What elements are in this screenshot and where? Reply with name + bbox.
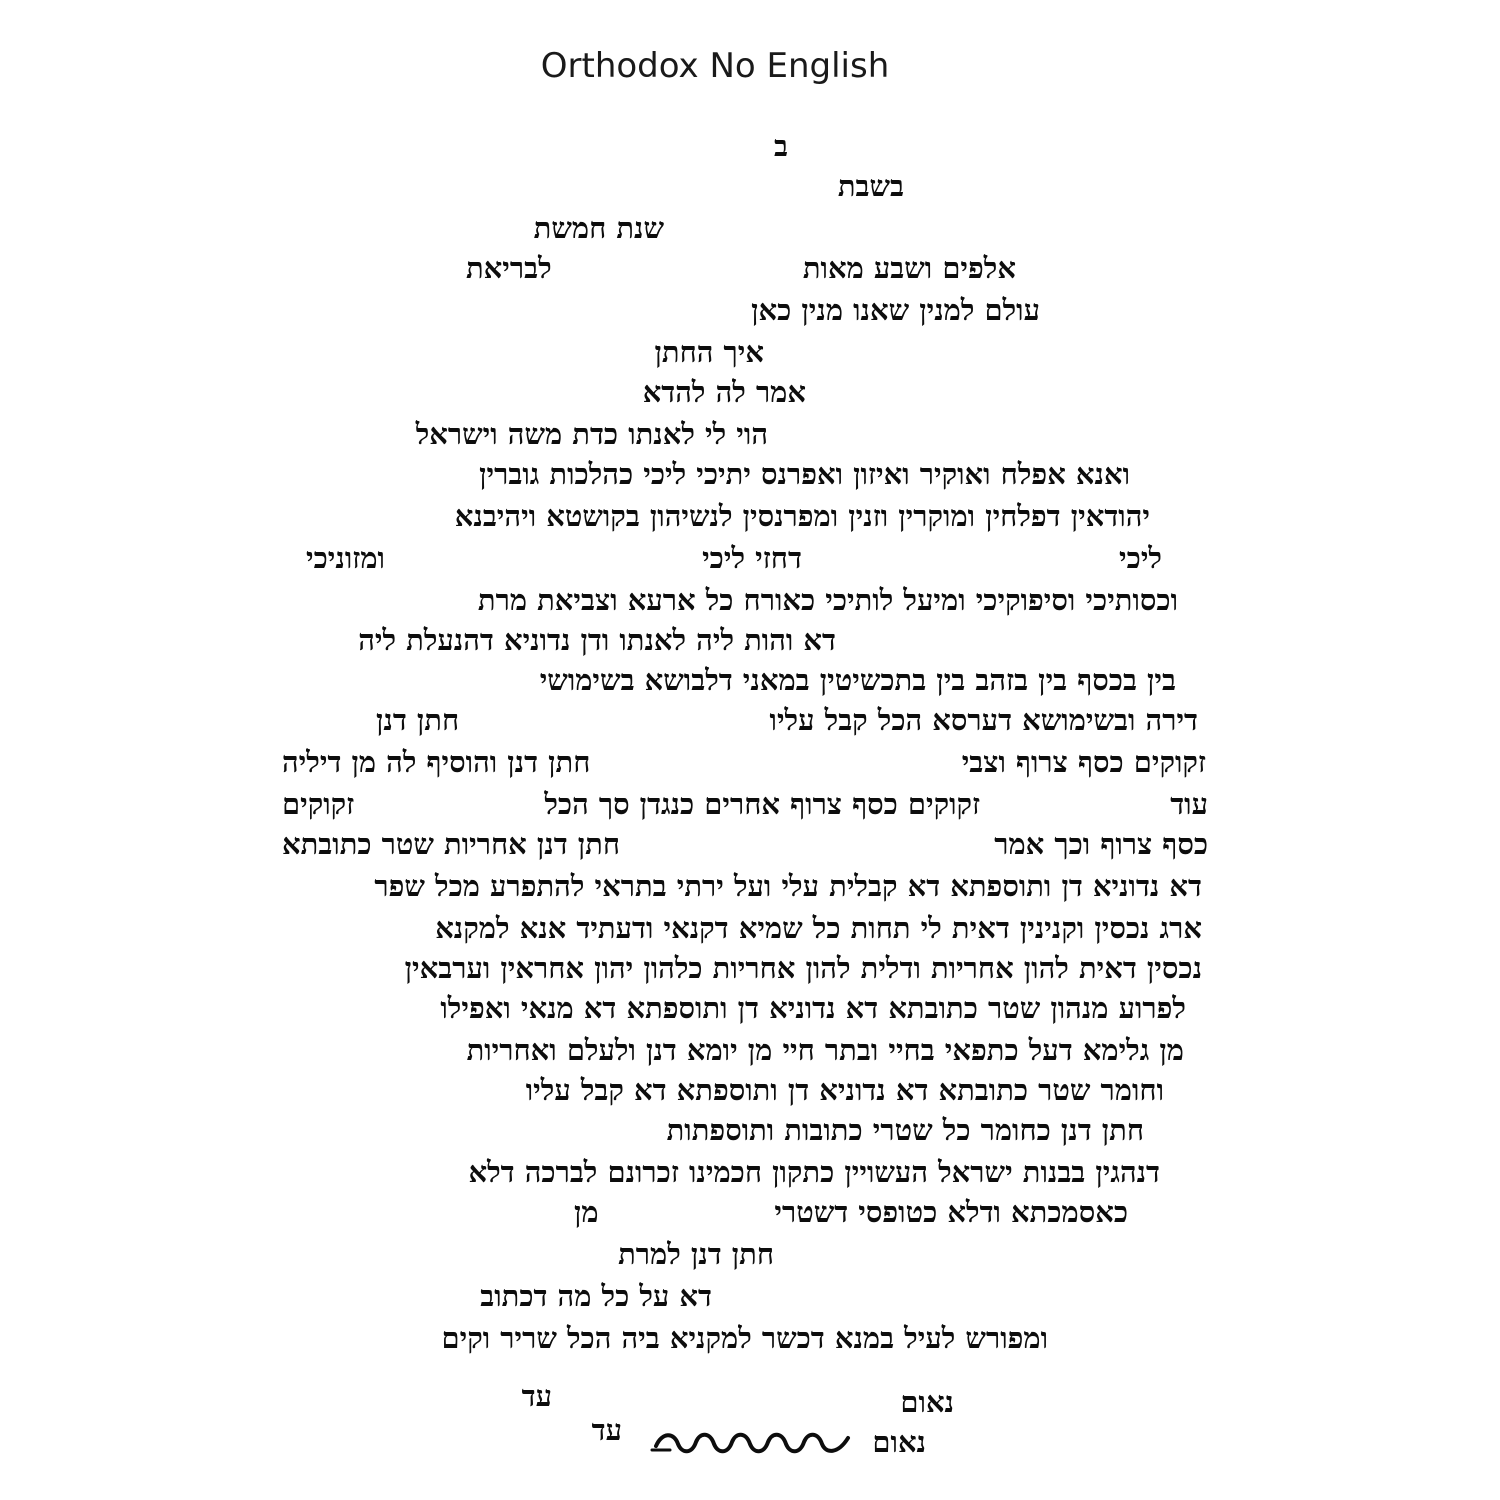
ketubah-line: ארג נכסין וקנינין דאית לי תחות כל שמיא דקנאי ודעתיד אנא למקנא [435, 911, 1202, 945]
ketubah-line: דא על כל מה דכתוב [480, 1279, 712, 1313]
line-segment: דירה ובשימושא דערסא הכל קבל עליו [769, 703, 1198, 737]
ketubah-line: איך החתן [654, 335, 764, 369]
line-segment: כסף צרוף וכך אמר [994, 827, 1208, 861]
line-segment: לבריאת [466, 251, 552, 285]
ketubah-line [282, 784, 1208, 824]
ketubah-line: עולם למנין שאנו מנין כאן [751, 293, 1040, 327]
ketubah-line: בין בכסף בין בזהב בין בתכשיטין במאני דלבושא בשימושי [539, 663, 1176, 697]
ketubah-line: יהודאין דפלחין ומוקרין וזנין ומפרנסין לנשיהון בקושטא ויהיבנא [454, 499, 1150, 533]
witness-role: עד [591, 1413, 622, 1447]
ketubah-line: ואנא אפלח ואוקיר ואיזון ואפרנס יתיכי ליכי כהלכות גוברין [479, 457, 1130, 491]
witness-label: נאום [872, 1425, 926, 1459]
ketubah-line: שנת חמשת [533, 211, 664, 245]
ketubah-line: וחומר שטר כתובתא דא נדוניא דן ותוספתא דא קבל עליו [525, 1073, 1164, 1107]
line-segment: אלפים ושבע מאות [802, 251, 1016, 285]
ketubah-line: ומפורש לעיל במנא דכשר למקניא ביה הכל שריר וקים [441, 1321, 1048, 1355]
decorative-flourish [648, 1420, 858, 1464]
opening-letter: ב [774, 129, 788, 163]
ketubah-line [282, 824, 1208, 864]
line-segment: חתן דנן והוסיף לה מן דיליה [282, 745, 591, 779]
ketubah-line: נכסין דאית להון אחריות ודלית להון אחריות כלהון יהון אחראין וערבאין [404, 951, 1202, 985]
ketubah-line [466, 248, 1016, 288]
ketubah-line: לפרוע מנהון שטר כתובתא דא נדוניא דן ותוספתא דא מנאי ואפילו [440, 991, 1186, 1025]
line-segment: עוד [1170, 787, 1208, 821]
ketubah-line: חתן דנן למרת [618, 1237, 774, 1271]
line-segment: חתן דנן [376, 703, 460, 737]
line-segment: חתן דנן אחריות שטר כתובתא [282, 827, 620, 861]
line-segment: כאסמכתא ודלא כטופסי דשטרי [774, 1195, 1128, 1229]
line-segment: מן [574, 1195, 599, 1229]
ketubah-line: דא והות ליה לאנתו ודן נדוניא דהנעלת ליה [358, 623, 836, 657]
witness-label: נאום [900, 1385, 954, 1419]
ketubah-line [376, 700, 1198, 740]
line-segment: דחזי ליכי [702, 541, 802, 575]
ketubah-line: דא נדוניא דן ותוספתא דא קבלית עלי ועל ירתי בתראי להתפרע מכל שפר [374, 869, 1202, 903]
caption: Orthodox No English [540, 46, 890, 86]
line-segment: זקוקים כסף צרוף אחרים כנגדן סך הכל [544, 787, 981, 821]
ketubah-line [282, 742, 1206, 782]
ketubah-line: דנהגין בבנות ישראל העשויין כתקון חכמינו זכרונם לברכה דלא [468, 1155, 1160, 1189]
line-segment: ליכי [1119, 541, 1162, 575]
ketubah-line [306, 538, 1162, 578]
ketubah-line: מן גלימא דעל כתפאי בחיי ובתר חיי מן יומא דנן ולעלם ואחריות [466, 1033, 1184, 1067]
ketubah-line: בשבת [837, 169, 904, 203]
ketubah-line: חתן דנן כחומר כל שטרי כתובות ותוספתות [666, 1113, 1144, 1147]
ketubah-line: וכסותיכי וסיפוקיכי ומיעל לותיכי כאורח כל ארעא וצביאת מרת [477, 583, 1178, 617]
line-segment: זקוקים [282, 787, 355, 821]
ketubah-line: אמר לה להדא [642, 375, 806, 409]
ketubah-line [574, 1192, 1128, 1232]
witness-role: עד [521, 1379, 552, 1413]
ketubah-line: הוי לי לאנתו כדת משה וישראל [415, 417, 768, 451]
line-segment: זקוקים כסף צרוף וצבי [961, 745, 1206, 779]
line-segment: ומזוניכי [306, 541, 385, 575]
